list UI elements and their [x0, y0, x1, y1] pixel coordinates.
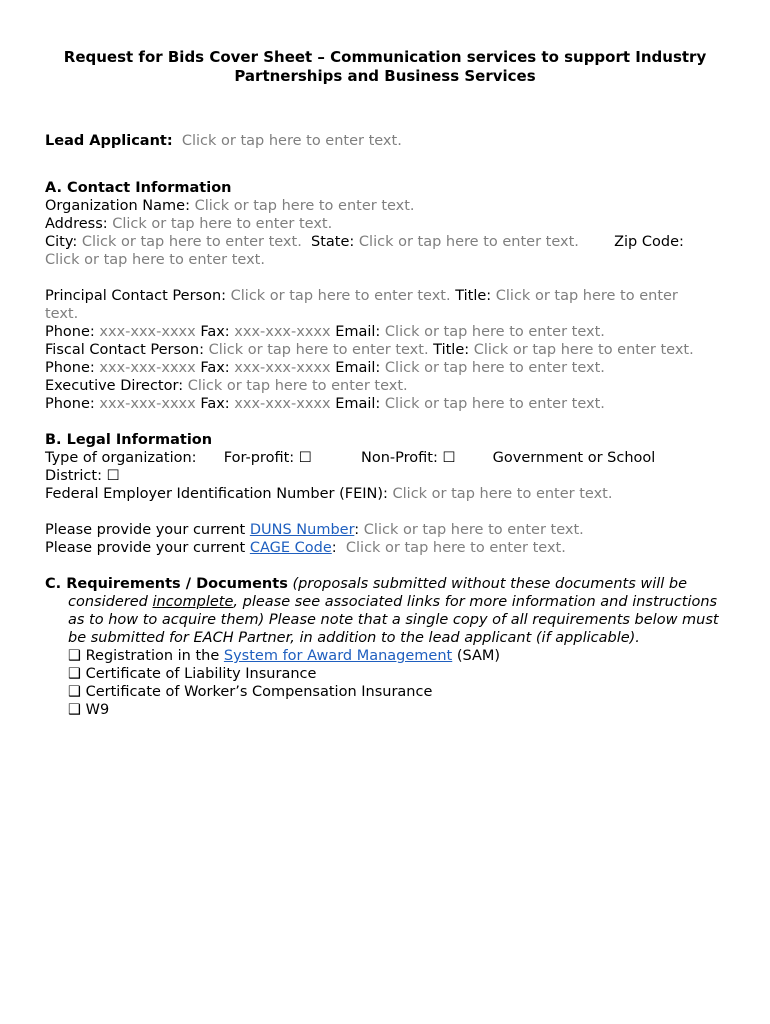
exec-field[interactable]: Click or tap here to enter text. [187, 378, 408, 394]
duns-field[interactable]: Click or tap here to enter text. [363, 522, 584, 538]
fiscal-row [45, 341, 735, 359]
org-type-label: Type of organization: [45, 450, 197, 466]
requirements-heading: C. Requirements / Documents [45, 576, 288, 592]
fein-row [45, 485, 735, 503]
principal-title-field[interactable]: Click or tap here to enter [495, 288, 678, 304]
exec-phone-row [45, 395, 735, 413]
requirement-workers-comp [45, 683, 735, 701]
exec-email-field[interactable]: Click or tap here to enter text. [384, 396, 605, 412]
fein-field[interactable]: Click or tap here to enter text. [392, 486, 613, 502]
requirement-w9 [45, 701, 735, 719]
email-label: Email: [335, 360, 381, 376]
state-label: State: [311, 234, 355, 250]
government-label: Government or School [492, 450, 656, 466]
requirement-checkbox[interactable]: ❑ [68, 648, 81, 664]
principal-title-wrap [45, 305, 735, 323]
exec-fax-field[interactable]: xxx-xxx-xxxx [234, 396, 331, 412]
principal-row [45, 287, 735, 305]
requirement-liability [45, 665, 735, 683]
principal-fax-field[interactable]: xxx-xxx-xxxx [234, 324, 331, 340]
fiscal-phone-row [45, 359, 735, 377]
duns-prefix: Please provide your current [45, 522, 246, 538]
principal-field[interactable]: Click or tap here to enter text. [230, 288, 451, 304]
requirement-checkbox[interactable]: ❑ [68, 666, 81, 682]
city-label: City: [45, 234, 78, 250]
district-checkbox[interactable]: District: ☐ [45, 468, 120, 484]
requirement-sam [45, 647, 735, 665]
city-field[interactable]: Click or tap here to enter text. [81, 234, 302, 250]
fiscal-fax-field[interactable]: xxx-xxx-xxxx [234, 360, 331, 376]
requirement-liability-label: Certificate of Liability Insurance [85, 666, 317, 682]
cage-row: Please provide your current CAGE Code: Click or tap here to enter text. [45, 540, 566, 556]
principal-label: Principal Contact Person: [45, 288, 227, 304]
requirement-checkbox[interactable]: ❑ [68, 702, 81, 718]
exec-phone-field[interactable]: xxx-xxx-xxxx [99, 396, 196, 412]
district-row [45, 467, 735, 485]
requirement-sam-prefix: Registration in the [85, 648, 220, 664]
fiscal-email-field[interactable]: Click or tap here to enter text. [384, 360, 605, 376]
requirement-workers-comp-label: Certificate of Worker’s Compensation Insurance [85, 684, 433, 700]
org-name-row [45, 197, 735, 215]
cage-field[interactable]: Click or tap here to enter text. [345, 540, 566, 556]
page-title [45, 48, 725, 86]
email-label: Email: [335, 396, 381, 412]
cage-prefix: Please provide your current [45, 540, 246, 556]
requirements-note-incomplete: incomplete [152, 594, 234, 610]
fiscal-title-label: Title: [433, 342, 470, 358]
duns-link[interactable]: DUNS Number [249, 522, 355, 538]
cover-sheet [45, 48, 735, 719]
fiscal-phone-field[interactable]: xxx-xxx-xxxx [99, 360, 196, 376]
org-type-row [45, 449, 735, 467]
legal-heading: B. Legal Information [45, 432, 213, 448]
non-profit-checkbox[interactable]: Non-Profit: ☐ [360, 450, 456, 466]
zip-row [45, 251, 735, 269]
zip-label: Zip Code: [614, 234, 684, 250]
requirement-checkbox[interactable]: ❑ [68, 684, 81, 700]
address-field[interactable]: Click or tap here to enter text. [112, 216, 333, 232]
requirements-note-1: (proposals submitted without these documents will be considered [68, 576, 688, 610]
requirement-w9-label: W9 [85, 702, 110, 718]
for-profit-checkbox[interactable]: For-profit: ☐ [223, 450, 312, 466]
principal-email-field[interactable]: Click or tap here to enter text. [384, 324, 605, 340]
fax-label: Fax: [200, 360, 230, 376]
address-label: Address: [45, 216, 108, 232]
address-row [45, 215, 735, 233]
fax-label: Fax: [200, 324, 230, 340]
phone-label: Phone: [45, 360, 95, 376]
lead-applicant-field[interactable]: Click or tap here to enter text. [181, 133, 402, 149]
fein-label: Federal Employer Identification Number (FEIN): [45, 486, 388, 502]
phone-label: Phone: [45, 396, 95, 412]
requirements-note-2: , please see associated links for more information and instructions as to how to acquire them) Please note that a single copy of all requirements below must be submitted for EACH Partner, in addition to the lead applicant (if applicable). [68, 594, 719, 646]
fiscal-title-field[interactable]: Click or tap here to enter text. [473, 342, 694, 358]
exec-label: Executive Director: [45, 378, 184, 394]
title-line-1: Request for Bids Cover Sheet – Communication services to support Industry [63, 48, 707, 66]
sam-link[interactable]: System for Award Management [223, 648, 453, 664]
principal-phone-field[interactable]: xxx-xxx-xxxx [99, 324, 196, 340]
fiscal-field[interactable]: Click or tap here to enter text. [208, 342, 429, 358]
state-field[interactable]: Click or tap here to enter text. [358, 234, 579, 250]
principal-title-tail[interactable]: text. [45, 306, 79, 322]
zip-field[interactable]: Click or tap here to enter text. [45, 252, 265, 268]
requirements-block [45, 575, 735, 647]
org-name-label: Organization Name: [45, 198, 190, 214]
principal-phone-row [45, 323, 735, 341]
fiscal-label: Fiscal Contact Person: [45, 342, 204, 358]
cage-link[interactable]: CAGE Code [249, 540, 332, 556]
fax-label: Fax: [200, 396, 230, 412]
org-name-field[interactable]: Click or tap here to enter text. [194, 198, 415, 214]
city-state-zip-row [45, 233, 735, 251]
title-line-2: Partnerships and Business Services [234, 67, 536, 85]
exec-row [45, 377, 735, 395]
principal-title-label: Title: [455, 288, 492, 304]
requirement-sam-suffix: (SAM) [456, 648, 501, 664]
phone-label: Phone: [45, 324, 95, 340]
duns-row: Please provide your current DUNS Number: Click or tap here to enter text. [45, 522, 584, 538]
lead-applicant-row [45, 132, 735, 150]
contact-heading: A. Contact Information [45, 180, 232, 196]
lead-applicant-label: Lead Applicant: [45, 133, 173, 149]
email-label: Email: [335, 324, 381, 340]
